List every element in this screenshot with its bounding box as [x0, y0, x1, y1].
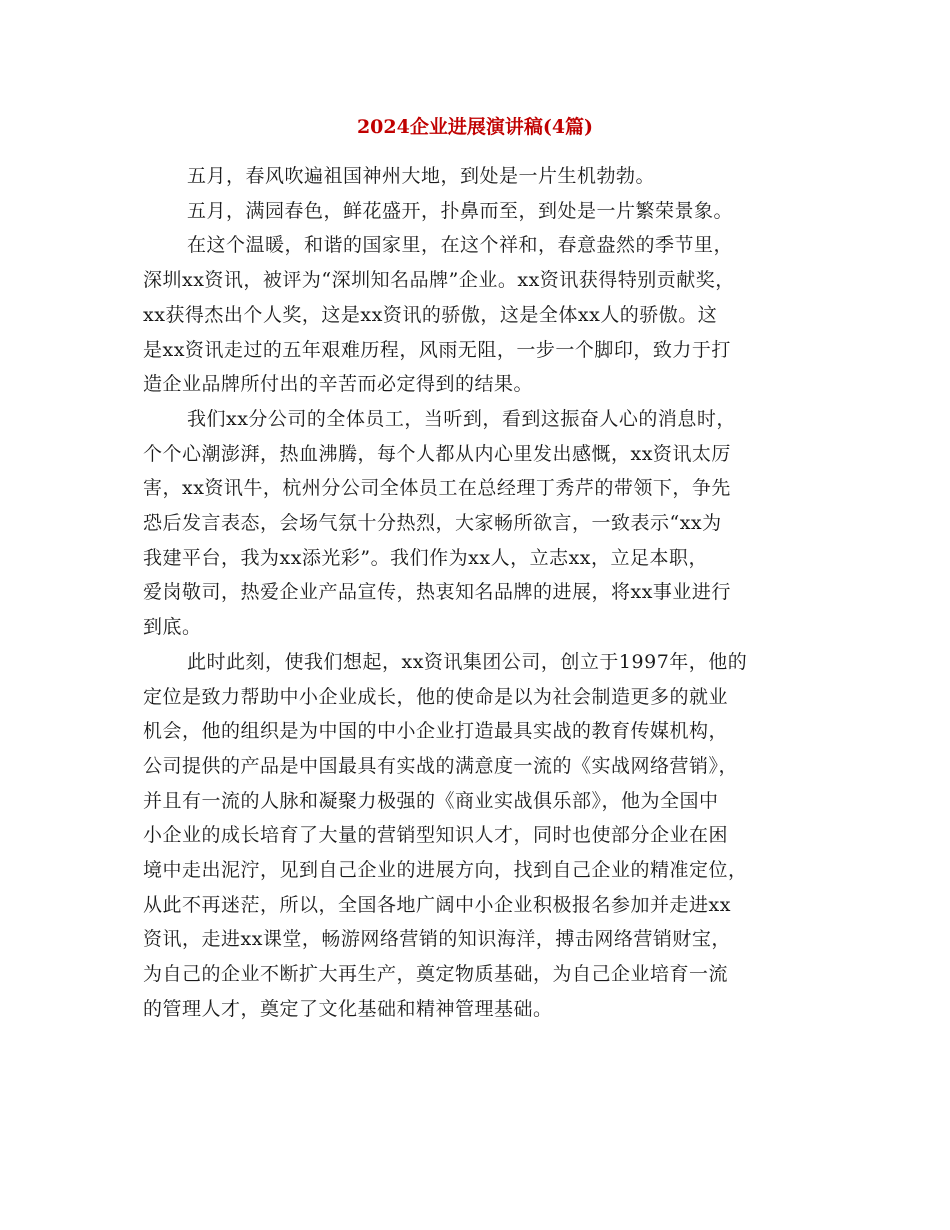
text-line: 境中走出泥泞，见到自己企业的进展方向，找到自己企业的精准定位，	[143, 859, 748, 882]
text-line: 为自己的企业不断扩大再生产，奠定物质基础，为自己企业培育一流	[143, 963, 729, 986]
text-line: xx获得杰出个人奖，这是xx资讯的骄傲，这是全体xx人的骄傲。这	[143, 303, 718, 326]
text-line: 是xx资讯走过的五年艰难历程，风雨无阻，一步一个脚印，致力于打	[143, 338, 731, 361]
text-line: 机会，他的组织是为中国的中小企业打造最具实战的教育传媒机构，	[143, 720, 729, 743]
document-title: 2024企业进展演讲稿(4篇)	[356, 116, 594, 138]
text-line: 害，xx资讯牛，杭州分公司全体员工在总经理丁秀芹的带领下，争先	[143, 477, 731, 500]
text-line: 资讯，走进xx课堂，畅游网络营销的知识海洋，搏击网络营销财宝，	[143, 928, 731, 951]
paragraph-4	[143, 402, 823, 645]
text-line: 公司提供的产品是中国最具有实战的满意度一流的《实战网络营销》，	[143, 754, 739, 777]
text-line: 五月，春风吹遍祖国神州大地，到处是一片生机勃勃。	[187, 165, 656, 187]
text-line: 并且有一流的人脉和凝聚力极强的《商业实战俱乐部》，他为全国中	[143, 789, 719, 812]
paragraph-3	[143, 228, 823, 402]
text-line: 从此不再迷茫，所以，全国各地广阔中小企业积极报名参加并走进xx	[143, 893, 731, 916]
document-body	[143, 159, 823, 1027]
text-line: 爱岗敬司，热爱企业产品宣传，热衷知名品牌的进展，将xx事业进行	[143, 581, 731, 604]
paragraph-5	[143, 645, 823, 1027]
text-line: 五月，满园春色，鲜花盛开，扑鼻而至，到处是一片繁荣景象。	[187, 199, 734, 222]
paragraph-2	[143, 194, 823, 229]
text-line: 到底。	[143, 616, 202, 639]
text-line: 定位是致力帮助中小企业成长，他的使命是以为社会制造更多的就业	[143, 685, 729, 708]
text-line: 此时此刻，使我们想起，xx资讯集团公司，创立于1997年，他的	[187, 650, 748, 673]
paragraph-1	[143, 159, 823, 194]
text-line: 我建平台，我为xx添光彩”。我们作为xx人，立志xx，立足本职，	[143, 546, 709, 569]
text-line: 在这个温暖，和谐的国家里，在这个祥和，春意盎然的季节里，	[187, 234, 734, 257]
text-line: 的管理人才，奠定了文化基础和精神管理基础。	[143, 997, 553, 1020]
text-line: 深圳xx资讯，被评为“深圳知名品牌”企业。xx资讯获得特别贡献奖，	[143, 269, 735, 292]
text-line: 小企业的成长培育了大量的营销型知识人才，同时也使部分企业在困	[143, 824, 729, 847]
text-line: 造企业品牌所付出的辛苦而必定得到的结果。	[143, 373, 534, 396]
text-line: 个个心潮澎湃，热血沸腾，每个人都从内心里发出感慨，xx资讯太厉	[143, 442, 731, 465]
text-line: 我们xx分公司的全体员工，当听到，看到这振奋人心的消息时，	[187, 407, 736, 430]
text-line: 恐后发言表态，会场气氛十分热烈，大家畅所欲言，一致表示“xx为	[143, 512, 722, 535]
